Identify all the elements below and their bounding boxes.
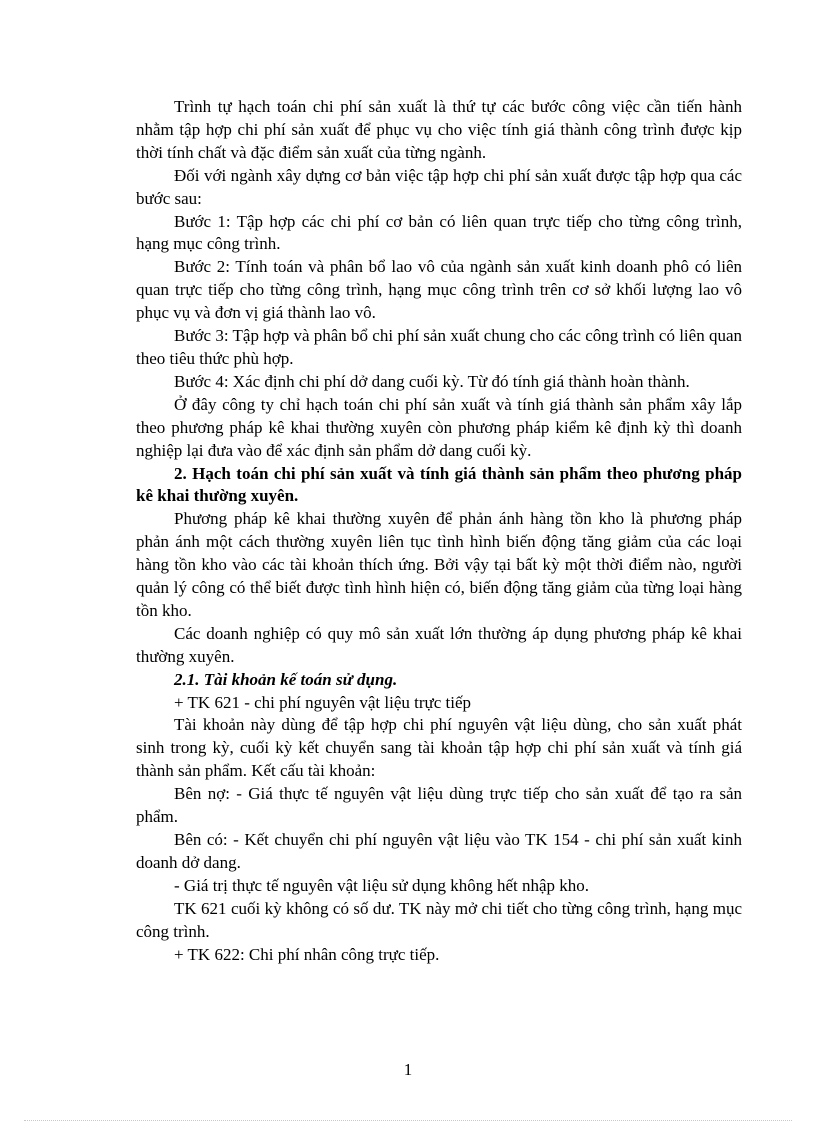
- paragraph-13: Bên nợ: - Giá thực tế nguyên vật liệu dùng trực tiếp cho sản xuất để tạo ra sản phẩm.: [136, 784, 742, 827]
- document-body: [136, 96, 742, 966]
- paragraph-16: TK 621 cuối kỳ không có số dư. TK này mở chi tiết cho từng công trình, hạng mục công trình.: [136, 898, 742, 941]
- paragraph-4: Bước 3: Tập hợp và phân bổ chi phí sản xuất chung cho các công trình có liên quan theo tiêu thức phù hợp.: [136, 326, 742, 368]
- paragraph-8: Phương pháp kê khai thường xuyên để phản ánh hàng tồn kho là phương pháp phản ánh một cách thường xuyên liên tục tình hình biến động tăng giảm của các loại hàng tồn kho vào các tài khoản thích ứng. Bởi vậy tại bất kỳ một thời điểm nào, người quản lý công có thể biết được tình hình hiện có, biến động tăng giảm của từng loại hàng tồn kho.: [136, 509, 742, 620]
- paragraph-1: Đối với ngành xây dựng cơ bản việc tập hợp chi phí sản xuất được tập hợp qua các bước sau:: [136, 165, 742, 208]
- paragraph-0: Trình tự hạch toán chi phí sản xuất là thứ tự các bước công việc cần tiến hành nhằm tập hợp chi phí sản xuất để phục vụ cho việc tính giá thành công trình được kịp thời tính chất và đặc điểm sản xuất của từng ngành.: [136, 97, 742, 162]
- paragraph-6: Ở đây công ty chỉ hạch toán chi phí sản xuất và tính giá thành sản phẩm xây lắp theo phương pháp kê khai thường xuyên còn phương pháp kiểm kê định kỳ thì doanh nghiệp lại đưa vào để xác định sản phẩm dở dang cuối kỳ.: [136, 394, 742, 460]
- paragraph-14: Bên có: - Kết chuyển chi phí nguyên vật liệu vào TK 154 - chi phí sản xuất kinh doanh dở dang.: [136, 830, 742, 872]
- page-bottom-divider: [24, 1120, 792, 1121]
- subsection-heading: 2.1. Tài khoản kế toán sử dụng.: [174, 669, 398, 689]
- paragraph-2: Bước 1: Tập hợp các chi phí cơ bản có liên quan trực tiếp cho từng công trình, hạng mục công trình.: [136, 211, 742, 254]
- paragraph-5: Bước 4: Xác định chi phí dở dang cuối kỳ. Từ đó tính giá thành hoàn thành.: [174, 371, 690, 391]
- section-heading: 2. Hạch toán chi phí sản xuất và tính giá thành sản phẩm theo phương pháp kê khai thường xuyên.: [136, 463, 742, 506]
- paragraph-15: - Giá trị thực tế nguyên vật liệu sử dụng không hết nhập kho.: [174, 875, 590, 895]
- page-number: 1: [403, 1060, 413, 1079]
- paragraph-11: + TK 621 - chi phí nguyên vật liệu trực tiếp: [174, 692, 472, 712]
- paragraph-3: Bước 2: Tính toán và phân bổ lao vô của ngành sản xuất kinh doanh phô có liên quan trực tiếp cho từng công trình, hạng mục công trình trên cơ sở khối lượng lao vô phục vụ và đơn vị giá thành lao vô.: [136, 257, 742, 323]
- paragraph-12: Tài khoản này dùng để tập hợp chi phí nguyên vật liệu dùng, cho sản xuất phát sinh trong kỳ, cuối kỳ kết chuyển sang tài khoản tập hợp chi phí sản xuất và tính giá thành sản phẩm. Kết cấu tài khoản:: [136, 715, 742, 781]
- paragraph-9: Các doanh nghiệp có quy mô sản xuất lớn thường áp dụng phương pháp kê khai thường xuyên.: [136, 623, 742, 666]
- paragraph-17: + TK 622: Chi phí nhân công trực tiếp.: [174, 944, 440, 964]
